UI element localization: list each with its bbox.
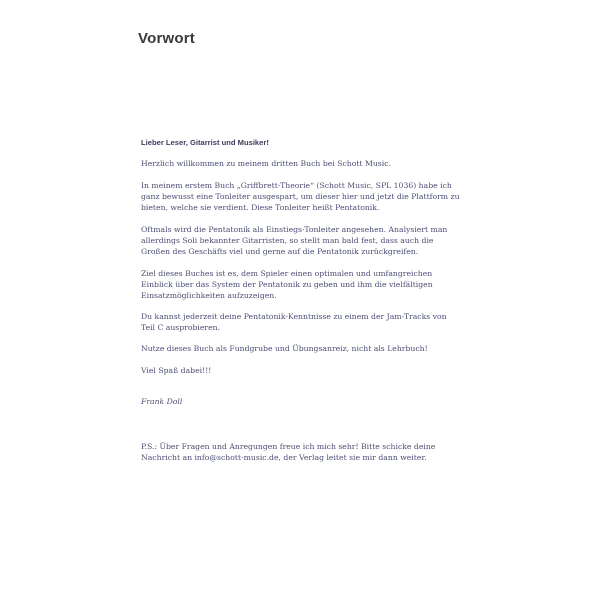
paragraph-jam-tracks: Du kannst jederzeit deine Pentatonik-Kenntnisse zu einem der Jam-Tracks von Teil C ausprobieren.: [141, 312, 447, 332]
postscript: P.S.: Über Fragen und Anregungen freue ich mich sehr! Bitte schicke deine Nachricht an info@schott-music.de, der Verlag leitet sie mir dann weiter.: [141, 442, 436, 462]
paragraph-book-goal: Ziel dieses Buches ist es, dem Spieler einen optimalen und umfangreichen Einblick über das System der Pentatonik zu geben und ihm die vielfältigen Einsatzmöglichkeiten aufzuzeigen.: [141, 269, 433, 300]
paragraph-use-book: Nutze dieses Buch als Fundgrube und Übungsanreiz, nicht als Lehrbuch!: [141, 344, 428, 353]
author-signature: Frank Doll: [141, 397, 183, 406]
greeting: Lieber Leser, Gitarrist und Musiker!: [141, 138, 269, 147]
paragraph-welcome: Herzlich willkommen zu meinem dritten Buch bei Schott Music.: [141, 159, 391, 168]
page-title: Vorwort: [138, 30, 195, 47]
paragraph-first-book: In meinem erstem Buch „Griffbrett-Theorie“ (Schott Music, SPL 1036) habe ich ganz bewusst eine Tonleiter ausgespart, um dieser hier und jetzt die Plattform zu bieten, welche sie verdient. Diese Tonleiter heißt Pentatonik.: [141, 181, 460, 212]
paragraph-have-fun: Viel Spaß dabei!!!: [141, 366, 212, 375]
paragraph-pentatonic-intro: Oftmals wird die Pentatonik als Einstiegs-Tonleiter angesehen. Analysiert man allerdings Soli bekannter Gitarristen, so stellt man bald fest, dass auch die Großen des Geschäfts viel und gerne auf die Pentatonik zurückgreifen.: [141, 225, 448, 256]
